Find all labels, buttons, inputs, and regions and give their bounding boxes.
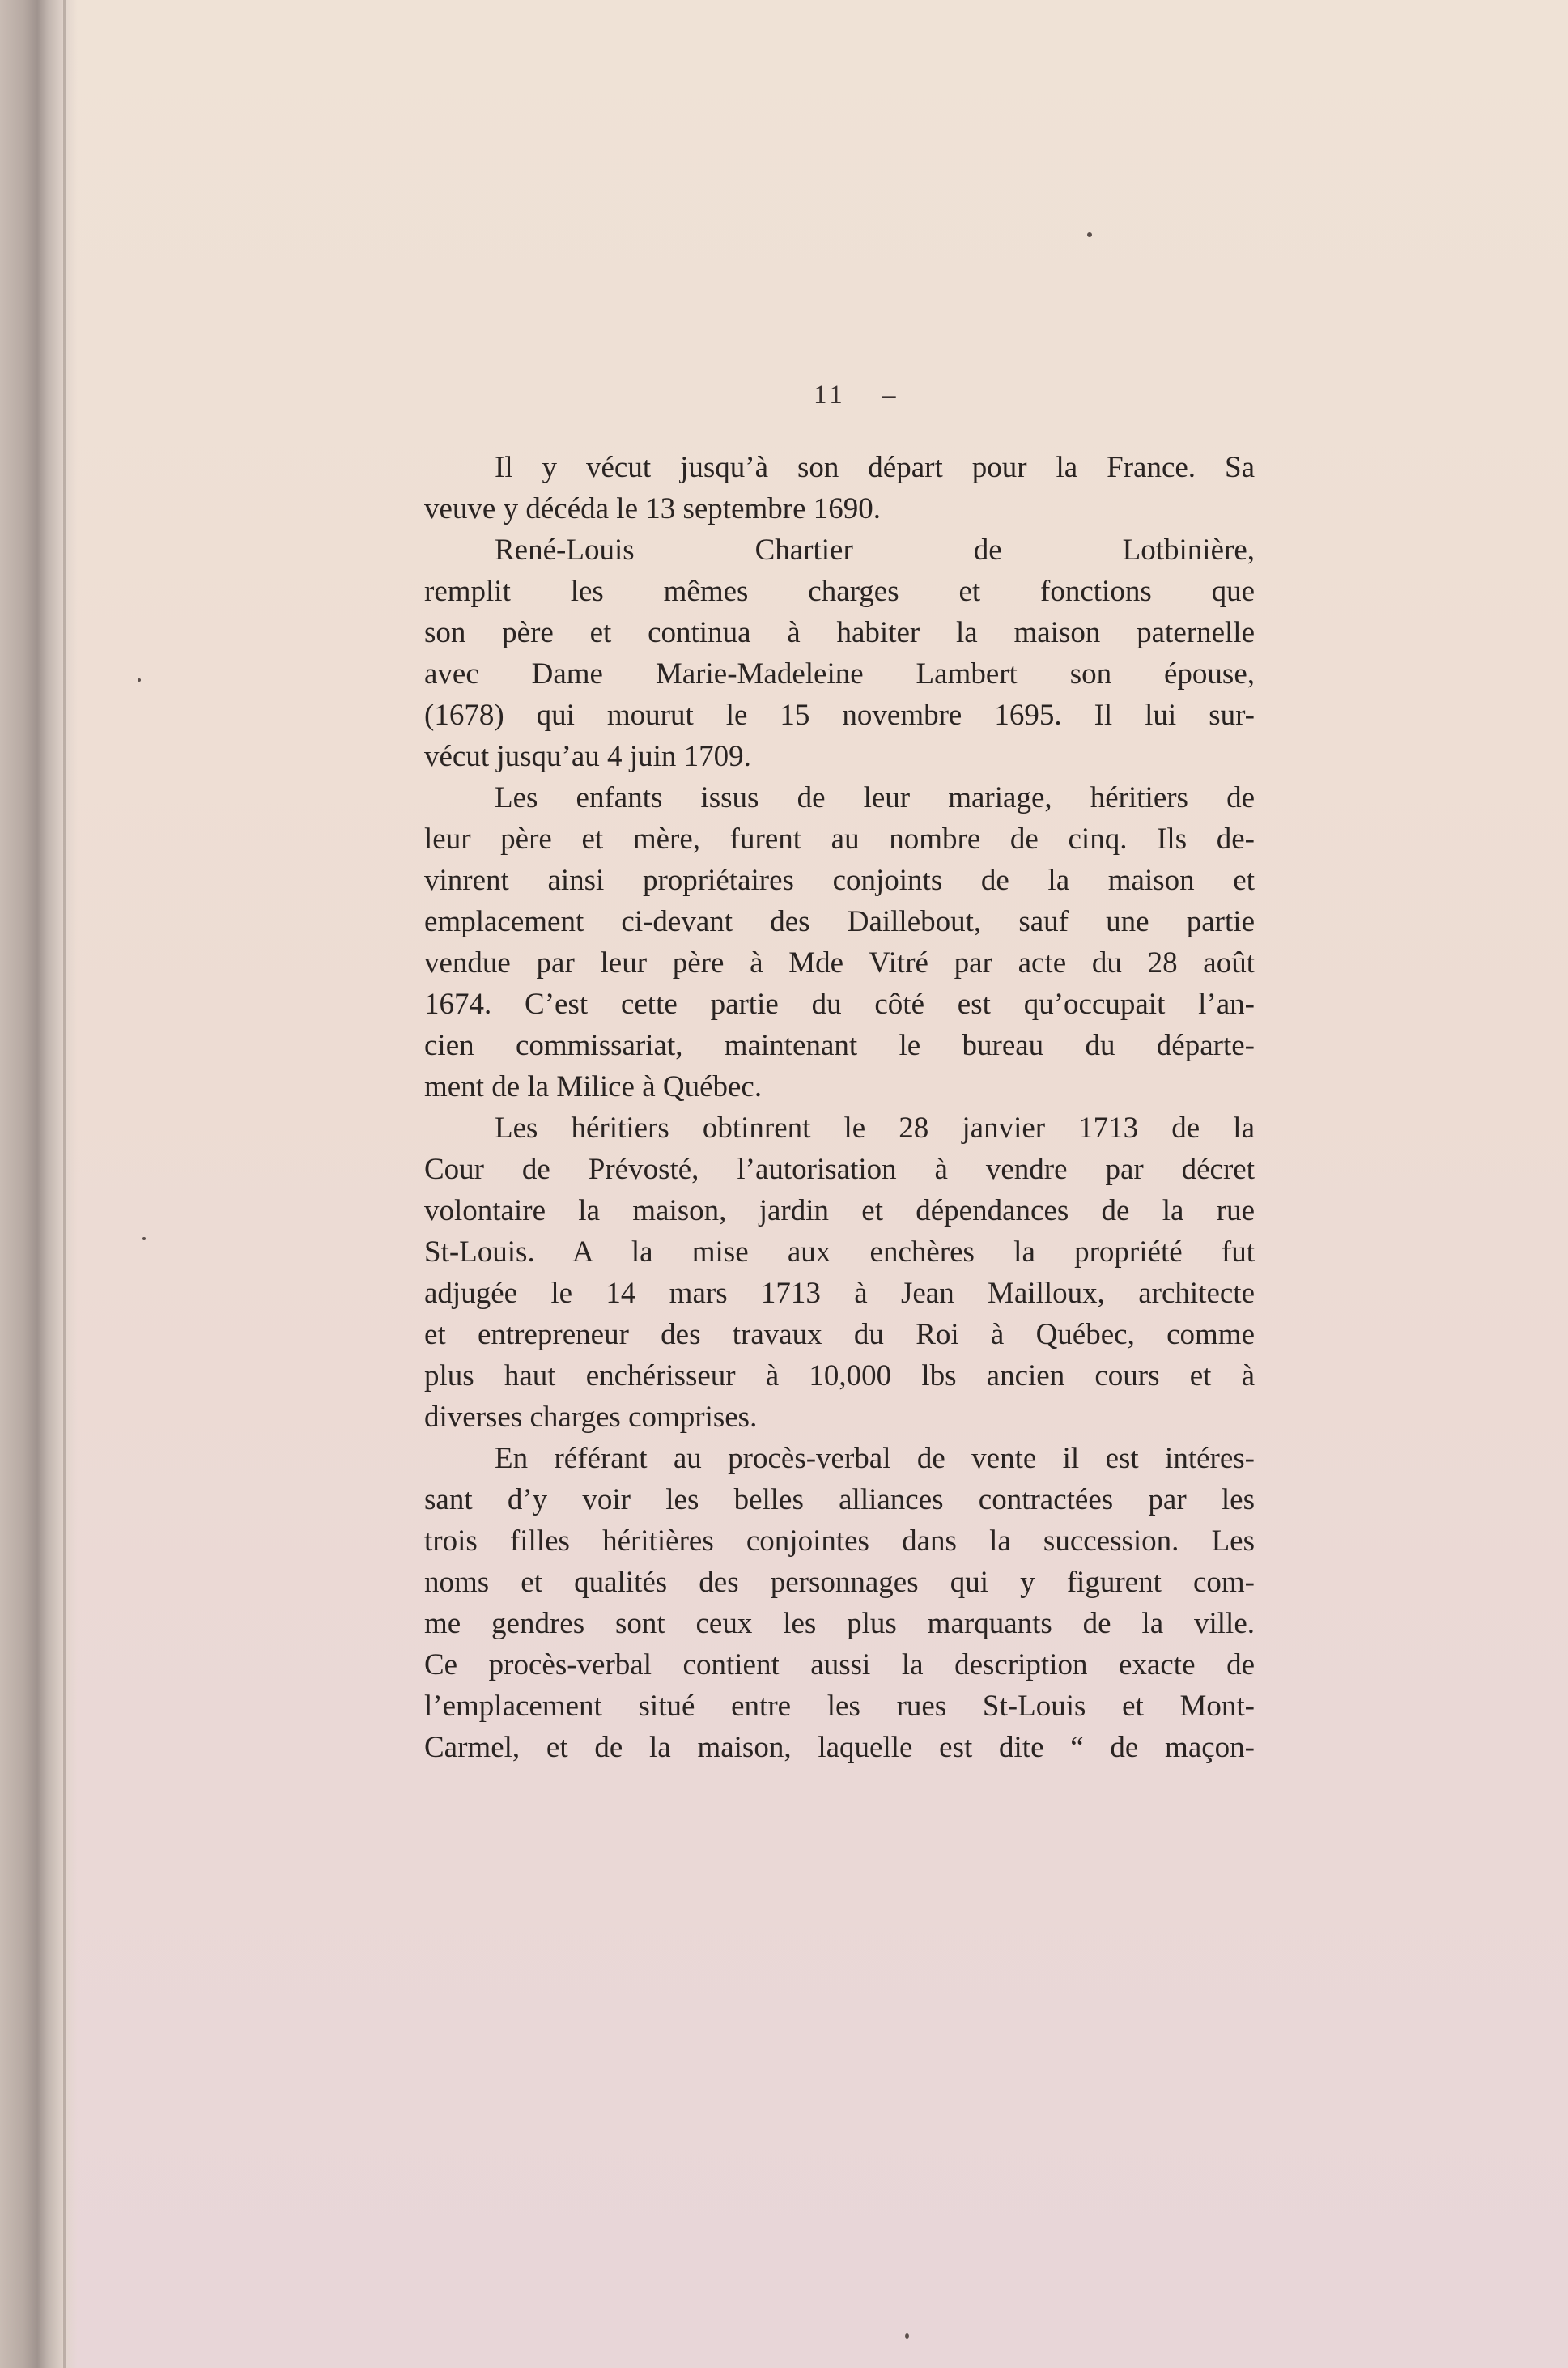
body-text bbox=[424, 447, 1255, 1768]
paper-speck bbox=[142, 1237, 146, 1240]
text-line: emplacement ci-devant des Daillebout, sauf une partie bbox=[424, 905, 1255, 938]
paper-speck bbox=[1087, 232, 1092, 237]
text-line: plus haut enchérisseur à 10,000 lbs ancien cours et à bbox=[424, 1359, 1255, 1392]
text-line: leur père et mère, furent au nombre de cinq. Ils de- bbox=[424, 823, 1255, 856]
paper-speck bbox=[138, 678, 141, 682]
text-line: (1678) qui mourut le 15 novembre 1695. Il lui sur- bbox=[424, 699, 1255, 732]
text-line: volontaire la maison, jardin et dépendances de la rue bbox=[424, 1194, 1255, 1227]
text-line: ment de la Milice à Québec. bbox=[424, 1070, 763, 1103]
text-line: vendue par leur père à Mde Vitré par acte du 28 août bbox=[424, 946, 1255, 980]
text-line: cien commissariat, maintenant le bureau du départe- bbox=[424, 1029, 1255, 1062]
text-line: 1674. C’est cette partie du côté est qu’occupait l’an- bbox=[424, 988, 1255, 1021]
text-line: remplit les mêmes charges et fonctions que bbox=[424, 575, 1255, 608]
text-line: Ce procès-verbal contient aussi la description exacte de bbox=[424, 1648, 1255, 1681]
text-line: diverses charges comprises. bbox=[424, 1401, 758, 1434]
text-line: veuve y décéda le 13 septembre 1690. bbox=[424, 492, 882, 525]
text-line: avec Dame Marie-Madeleine Lambert son épouse, bbox=[424, 657, 1255, 691]
text-line: René-Louis Chartier de Lotbinière, bbox=[495, 534, 1255, 567]
text-line: Les enfants issus de leur mariage, héritiers de bbox=[495, 781, 1255, 814]
text-line: Cour de Prévosté, l’autorisation à vendre par décret bbox=[424, 1153, 1255, 1186]
text-line: sant d’y voir les belles alliances contractées par les bbox=[424, 1483, 1255, 1516]
text-line: En référant au procès-verbal de vente il est intéres- bbox=[495, 1442, 1255, 1475]
text-line: adjugée le 14 mars 1713 à Jean Mailloux, architecte bbox=[424, 1277, 1255, 1310]
text-line: me gendres sont ceux les plus marquants de la ville. bbox=[424, 1607, 1255, 1640]
text-line: vinrent ainsi propriétaires conjoints de la maison et bbox=[424, 864, 1255, 897]
text-line: et entrepreneur des travaux du Roi à Québec, comme bbox=[424, 1318, 1255, 1351]
page-number-dash: – bbox=[882, 380, 896, 410]
text-line: Les héritiers obtinrent le 28 janvier 1713 de la bbox=[495, 1112, 1255, 1145]
text-line: Il y vécut jusqu’à son départ pour la France. Sa bbox=[495, 451, 1255, 484]
paper-speck bbox=[905, 2333, 909, 2339]
text-line: trois filles héritières conjointes dans la succession. Les bbox=[424, 1524, 1255, 1558]
page-number: 11 bbox=[814, 380, 846, 410]
text-line: Carmel, et de la maison, laquelle est dite “ de maçon- bbox=[424, 1731, 1255, 1764]
text-line: l’emplacement situé entre les rues St-Louis et Mont- bbox=[424, 1690, 1255, 1723]
binding-edge bbox=[63, 0, 66, 2368]
text-line: noms et qualités des personnages qui y figurent com- bbox=[424, 1566, 1255, 1599]
text-line: son père et continua à habiter la maison paternelle bbox=[424, 616, 1255, 649]
text-line: St-Louis. A la mise aux enchères la propriété fut bbox=[424, 1235, 1255, 1269]
text-line: vécut jusqu’au 4 juin 1709. bbox=[424, 740, 751, 773]
page-binding-shadow bbox=[0, 0, 78, 2368]
